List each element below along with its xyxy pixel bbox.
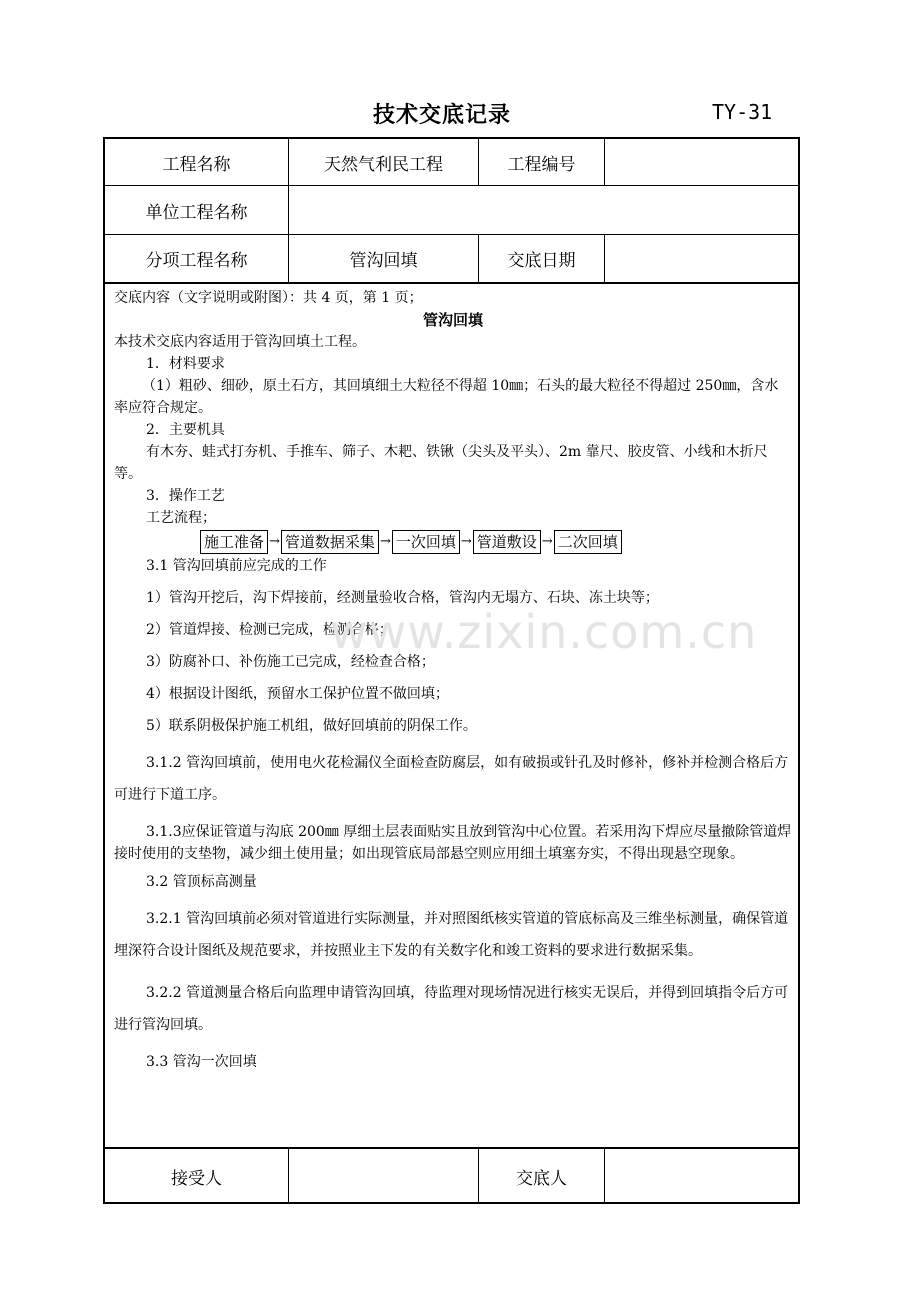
record-table <box>103 137 800 1204</box>
info-row-sub <box>105 235 798 284</box>
discloser-label: 交底人 <box>479 1149 605 1204</box>
list-item: 2）管道焊接、检测已完成，检测合格； <box>146 622 393 638</box>
info-row-unit <box>105 186 798 235</box>
project-no-label: 工程编号 <box>479 139 605 185</box>
arrow-icon: → <box>269 534 280 549</box>
info-row-project <box>105 139 798 186</box>
paragraph-3-1-3: 3.1.3应保证管道与沟底 200㎜ 厚细土层表面贴实且放到管沟中心位置。若采用沟下焊应尽量撤除管道焊接时使用的支垫物，减少细土使用量；如出现管底局部悬空则应用细土填塞夯实，不得出现悬空现象。 <box>114 824 792 862</box>
discloser-value <box>605 1149 798 1204</box>
date-value <box>605 235 798 282</box>
materials-text: （1）粗砂、细砂，原土石方，其回填细土大粒径不得超 10㎜；石头的最大粒径不得超过 250㎜，含水率应符合规定。 <box>114 378 779 416</box>
flow-step: 二次回填 <box>554 530 622 554</box>
flow-label: 工艺流程； <box>146 510 216 526</box>
watermark: www.zixin.com.cn <box>330 605 758 659</box>
arrow-icon: → <box>379 534 391 549</box>
heading-materials: 1．材料要求 <box>146 356 225 372</box>
tools-text: 有木夯、蛙式打夯机、手推车、筛子、木耙、铁锹（尖头及平头）、2m 靠尺、胶皮管、小线和木折尺等。 <box>114 444 768 482</box>
document-title: 技术交底记录 <box>372 102 511 128</box>
project-no-value <box>605 139 798 185</box>
paragraph-3-1-2: 3.1.2 管沟回填前，使用电火花检漏仪全面检查防腐层，如有破损或针孔及时修补，修补并检测合格后方可进行下道工序。 <box>114 755 789 803</box>
flow-step: 管道数据采集 <box>281 530 379 554</box>
list-item: 1）管沟开挖后，沟下焊接前，经测量验收合格，管沟内无塌方、石块、冻土块等； <box>146 590 659 606</box>
document-code: TY-31 <box>712 100 773 124</box>
heading-3-3: 3.3 管沟一次回填 <box>146 1054 257 1070</box>
receiver-label: 接受人 <box>105 1149 289 1204</box>
heading-tools: 2．主要机具 <box>146 422 225 438</box>
sub-name-label: 分项工程名称 <box>105 235 289 282</box>
paragraph-3-2-2: 3.2.2 管道测量合格后向监理申请管沟回填，待监理对现场情况进行核实无误后，并得到回填指令后方可进行管沟回填。 <box>114 985 789 1033</box>
signature-row <box>105 1147 798 1204</box>
receiver-value <box>289 1149 479 1204</box>
content-intro: 交底内容（文字说明或附图）：共 4 页，第 1 页； <box>114 290 423 306</box>
paragraph-3-2-1: 3.2.1 管沟回填前必须对管道进行实际测量，并对照图纸核实管道的管底标高及三维坐标测量，确保管道埋深符合设计图纸及规范要求，并按照业主下发的有关数字化和竣工资料的要求进行数据采集。 <box>114 911 789 959</box>
list-item: 3）防腐补口、补伤施工已完成，经检查合格； <box>146 654 435 670</box>
section-title: 管沟回填 <box>422 311 483 329</box>
heading-process: 3．操作工艺 <box>146 488 225 504</box>
scope-text: 本技术交底内容适用于管沟回填土工程。 <box>114 334 366 350</box>
heading-3-2: 3.2 管顶标高测量 <box>146 874 257 890</box>
list-item: 5）联系阴极保护施工机组，做好回填前的阴保工作。 <box>146 718 477 734</box>
list-item: 4）根据设计图纸，预留水工保护位置不做回填； <box>146 686 449 702</box>
process-flow <box>200 529 792 555</box>
unit-name-label: 单位工程名称 <box>105 186 289 234</box>
date-label: 交底日期 <box>479 235 605 282</box>
project-name-value: 天然气利民工程 <box>289 139 479 185</box>
flow-step: 施工准备 <box>200 530 268 554</box>
flow-step: 一次回填 <box>392 530 460 554</box>
arrow-icon: → <box>541 534 553 549</box>
project-name-label: 工程名称 <box>105 139 289 185</box>
arrow-icon: → <box>460 534 472 549</box>
sub-name-value: 管沟回填 <box>289 235 479 282</box>
unit-name-value <box>289 186 798 234</box>
heading-3-1: 3.1 管沟回填前应完成的工作 <box>146 558 327 574</box>
flow-step: 管道敷设 <box>473 530 541 554</box>
disclosure-content <box>114 287 792 1073</box>
